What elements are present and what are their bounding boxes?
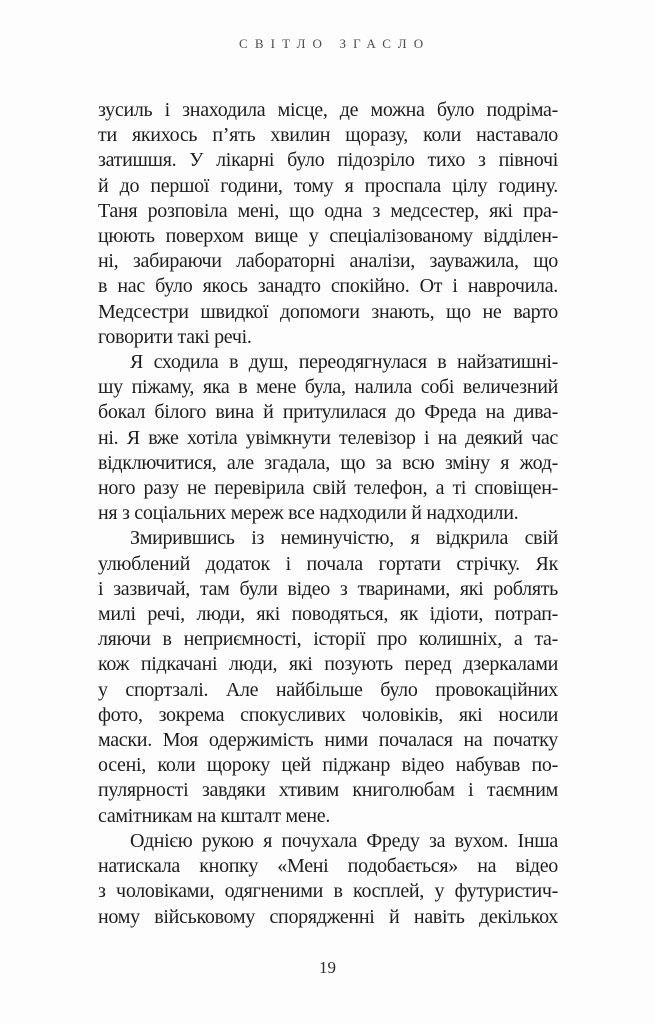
text-line: ляючи в неприємності, історії про колишніх, а та- (98, 628, 558, 651)
page-number: 19 (319, 958, 336, 977)
text-line: милі речі, люди, які поводяться, як ідіоти, потрап- (98, 603, 558, 626)
text-line: пулярності завдяки хтивим книголюбам і таємним (98, 779, 558, 802)
paragraph (98, 350, 558, 526)
text-line: Я сходила в душ, переодягнулася в найзатишні- (130, 351, 558, 374)
text-line: шу піжаму, яка в мене була, налила собі величезний (98, 376, 558, 399)
text-line: ному військовому спорядженні й навіть декількох (98, 905, 558, 928)
text-line: фото, зокрема спокусливих чоловіків, які носили (98, 703, 558, 726)
text-line: з чоловіками, одягненими в косплей, у футуристич- (98, 880, 558, 903)
text-line: ні, забираючи лабораторні аналізи, зауважила, що (98, 250, 558, 273)
text-line: Змирившись із неминучістю, я відкрила свій (130, 527, 558, 550)
text-line: Однією рукою я почухала Фреду за вухом. Інша (130, 829, 558, 852)
text-line: відключитися, але згадала, що за всю зміну я жод- (98, 451, 558, 474)
running-head-title: СВІТЛО ЗГАСЛО (239, 36, 431, 51)
text-line: зусиль і знаходила місце, де можна було подріма- (98, 99, 558, 121)
text-line: самітникам на кшталт мене. (98, 804, 331, 827)
text-line: осені, коли щороку цей піджанр відео набував по- (98, 754, 558, 777)
text-line: Таня розповіла мені, що одна з медсестер, які пра- (98, 199, 558, 222)
text-line: в нас було якось занадто спокійно. От і наврочила. (98, 275, 558, 298)
text-line: і зазвичай, там були відео з тваринами, які роблять (98, 577, 558, 600)
text-line: натискала кнопку «Мені подобається» на відео (98, 855, 558, 878)
text-line: ного разу не перевірила свій телефон, а ті сповіщен- (98, 477, 558, 500)
text-line: говорити такі речі. (98, 325, 252, 348)
text-line: кож підкачані люди, які позують перед дзеркалами (98, 653, 558, 676)
paragraph (98, 829, 558, 930)
text-line: ні. Я вже хотіла увімкнути телевізор і на деякий час (98, 426, 558, 449)
text-line: улюблений додаток і почала гортати стрічку. Як (98, 552, 558, 575)
paragraph (98, 98, 558, 350)
text-block (98, 98, 558, 930)
text-line: затишшя. У лікарні було підозріло тихо з півночі (98, 149, 558, 172)
text-line: маски. Моя одержимість ними почалася на початку (98, 729, 558, 752)
text-line: Медсестри швидкої допомоги знають, що не варто (98, 300, 558, 323)
text-line: ня з соціальних мереж все надходили й надходили. (98, 502, 519, 525)
text-line: у спортзалі. Але найбільше було провокаційних (98, 678, 558, 701)
text-line: й до першої години, тому я проспала цілу годину. (98, 174, 558, 197)
paragraph (98, 526, 558, 828)
text-line: ти якихось п’ять хвилин щоразу, коли наставало (98, 124, 558, 147)
text-line: бокал білого вина й притулилася до Фреда на дива- (98, 401, 558, 424)
text-line: цюють поверхом вище у спеціалізованому відділен- (98, 225, 558, 248)
